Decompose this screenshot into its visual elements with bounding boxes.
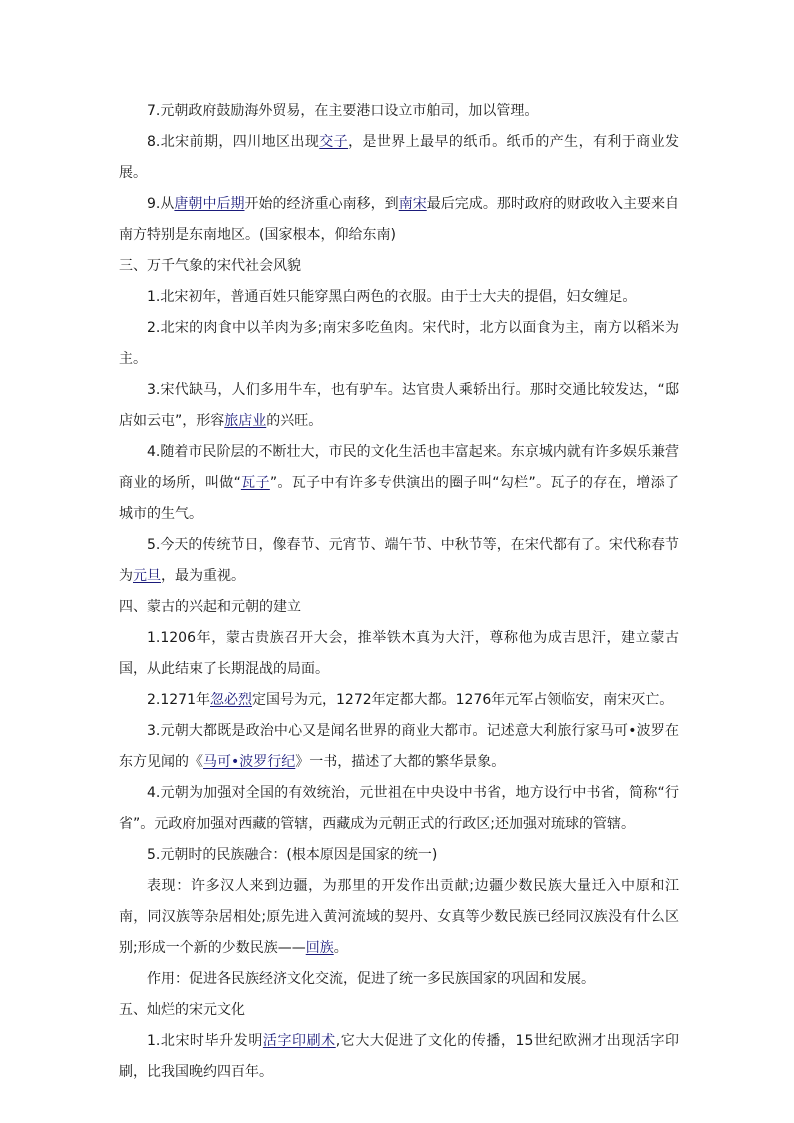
paragraph-4-4 [119, 778, 679, 840]
paragraph-8 [119, 127, 679, 189]
paragraph-5-1 [119, 1026, 679, 1088]
text-run: 》一书，描述了大都的繁华景象。 [295, 754, 506, 770]
paragraph-3-1 [119, 282, 679, 313]
text-run: 8.北宋前期，四川地区出现 [147, 134, 320, 150]
text-run: 2.1271年 [147, 692, 210, 708]
text-run: 开始的经济重心南移，到 [244, 196, 399, 212]
text-run: 1.1206年，蒙古贵族召开大会，推举铁木真为大汗，尊称他为成吉思汗，建立蒙古国，从此结束了长期混战的局面。 [119, 630, 679, 677]
term-huozi: 活字印刷术 [262, 1033, 336, 1049]
paragraph-4-2 [119, 685, 679, 716]
section-heading-4 [119, 592, 679, 623]
text-run: 四、蒙古的兴起和元朝的建立 [119, 599, 301, 615]
paragraph-4-1 [119, 623, 679, 685]
text-run: 定国号为元，1272年定都大都。1276年元军占领临安，南宋灭亡。 [252, 692, 674, 708]
text-run: 三、万千气象的宋代社会风貌 [119, 258, 301, 274]
paragraph-4-5-zuoyong [119, 964, 679, 995]
text-run: 作用：促进各民族经济文化交流，促进了统一多民族国家的巩固和发展。 [147, 971, 595, 987]
text-run: 7.元朝政府鼓励海外贸易，在主要港口设立市舶司，加以管理。 [147, 103, 539, 119]
paragraph-4-5 [119, 840, 679, 871]
term-wazi: 瓦子 [240, 475, 270, 491]
text-run: 3.宋代缺马，人们多用牛车，也有驴车。达官贵人乘轿出行。那时交通比较发达，“邸店如云屯”，形容 [119, 382, 679, 429]
term-tang: 唐朝中后期 [174, 196, 245, 212]
text-run: 9.从 [147, 196, 175, 212]
term-lvdianye: 旅店业 [224, 413, 267, 429]
term-yuandan: 元旦 [133, 568, 161, 584]
text-run: 5.元朝时的民族融合：(根本原因是国家的统一) [147, 847, 438, 863]
paragraph-3-2 [119, 313, 679, 375]
paragraph-3-4 [119, 437, 679, 530]
text-run: 1.北宋时毕升发明 [147, 1033, 263, 1049]
text-run: ,它大大促进了文化的传播，15世纪欧洲才出现活字印刷，比我国晚约四百年。 [119, 1033, 680, 1080]
text-run: 4.随着市民阶层的不断壮大，市民的文化生活也丰富起来。东京城内就有许多娱乐兼营商业的场所，叫做“ [119, 444, 679, 491]
text-run: 2.北宋的肉食中以羊肉为多;南宋多吃鱼肉。宋代时，北方以面食为主，南方以稻米为主。 [119, 320, 679, 367]
text-run: 的兴旺。 [266, 413, 323, 429]
text-run: 1.北宋初年，普通百姓只能穿黑白两色的衣服。由于士大夫的提倡，妇女缠足。 [147, 289, 637, 305]
text-run: ，是世界上最早的纸币。纸币的产生，有利于商业发展。 [119, 134, 680, 181]
section-heading-3 [119, 251, 679, 282]
text-run: 5.今天的传统节日，像春节、元宵节、端午节、中秋节等，在宋代都有了。宋代称春节为 [119, 537, 679, 584]
term-jiaozi: 交子 [319, 134, 349, 150]
document-page [119, 96, 679, 1088]
paragraph-9 [119, 189, 679, 251]
text-run: ”。瓦子中有许多专供演出的圈子叫“勾栏”。瓦子的存在，增添了城市的生气。 [119, 475, 680, 522]
term-marco-polo: 马可•波罗行纪 [203, 754, 296, 770]
term-hubilie: 忽必烈 [210, 692, 252, 708]
paragraph-4-5-biaoxian [119, 871, 679, 964]
text-run: 4.元朝为加强对全国的有效统治，元世祖在中央设中书省，地方设行中书省，简称“行省”。元政府加强对西藏的管辖，西藏成为元朝正式的行政区;还加强对琉球的管辖。 [119, 785, 679, 832]
text-run: 。 [333, 940, 348, 956]
text-run: 最后完成。那时政府的财政收入主要来自南方特别是东南地区。(国家根本，仰给东南) [119, 196, 680, 243]
term-huizu: 回族 [305, 940, 334, 956]
paragraph-3-5 [119, 530, 679, 592]
text-run: 表现：许多汉人来到边疆，为那里的开发作出贡献;边疆少数民族大量迁入中原和江南，同汉族等杂居相处;原先进入黄河流域的契丹、女真等少数民族已经同汉族没有什么区别;形成一个新的少数民族—— [119, 878, 679, 956]
text-run: 五、灿烂的宋元文化 [119, 1002, 245, 1018]
text-run: ，最为重视。 [161, 568, 245, 584]
text-run: 3.元朝大都既是政治中心又是闻名世界的商业大都市。记述意大利旅行家马可•波罗在东方见闻的《 [119, 723, 679, 770]
term-nansong: 南宋 [398, 196, 427, 212]
paragraph-7 [119, 96, 679, 127]
section-heading-5 [119, 995, 679, 1026]
paragraph-3-3 [119, 375, 679, 437]
paragraph-4-3 [119, 716, 679, 778]
